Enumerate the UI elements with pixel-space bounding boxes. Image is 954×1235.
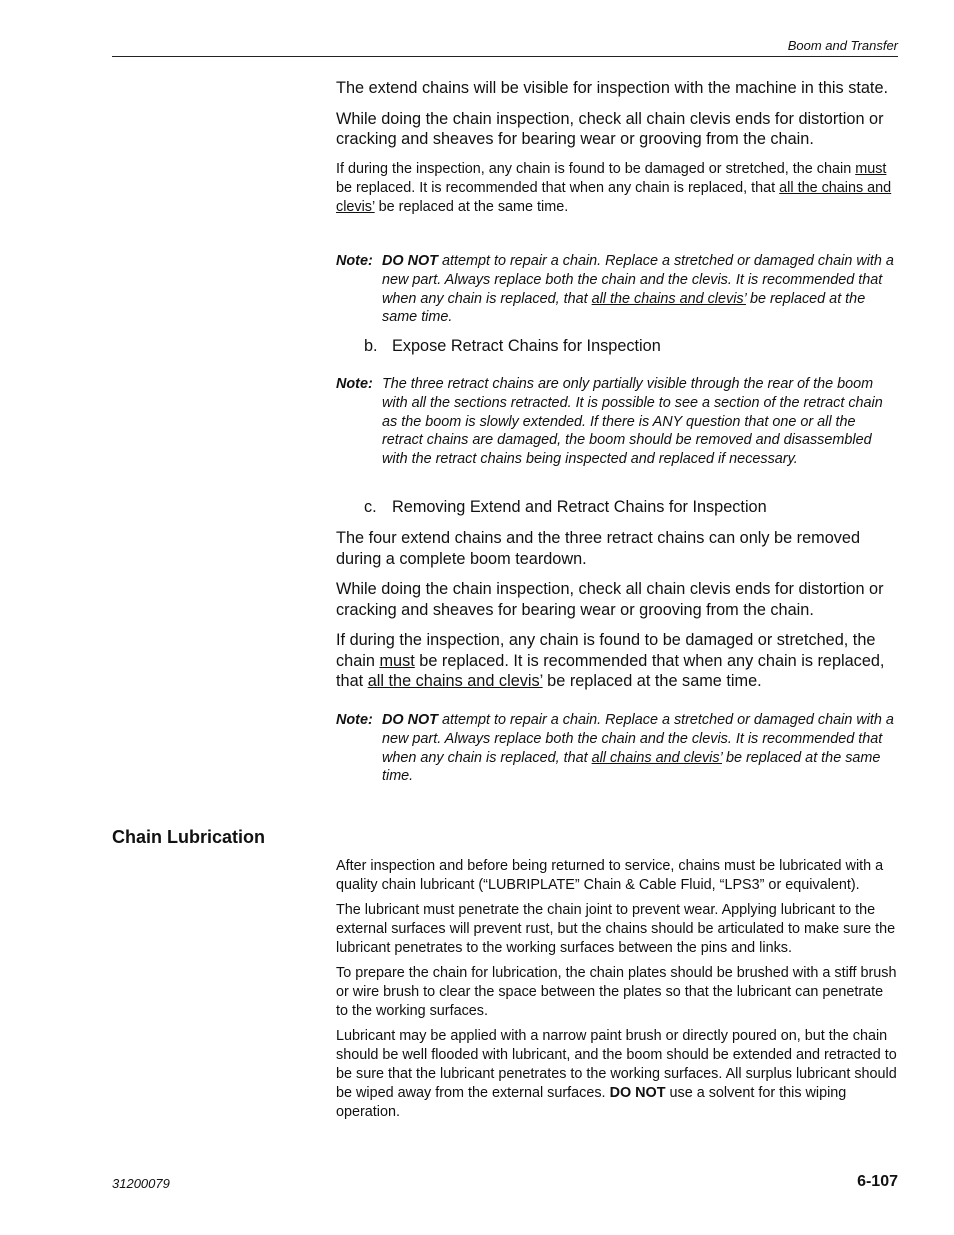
note-label: Note:: [336, 712, 373, 728]
paragraph-replace-chain: If during the inspection, any chain is found to be damaged or stretched, the chain must be replaced. It is recommended that when any chain is replaced, that all the chains and clevis’ be replaced at the same time.: [336, 160, 892, 215]
note-retract-chains: [336, 375, 898, 469]
list-item-text: Expose Retract Chains for Inspection: [392, 337, 661, 355]
list-item-text: Removing Extend and Retract Chains for Inspection: [392, 498, 767, 516]
note-text: The three retract chains are only partially visible through the rear of the boom with all the sections retracted. It is possible to see a section of the retract chain as the boom is slowly extended. If there is ANY question that one or all the retract chains are damaged, the boom should be removed and disassembled with the retract chains being inspected and replaced if necessary.: [382, 376, 883, 468]
section-heading-chain-lubrication: Chain Lubrication: [112, 827, 265, 847]
paragraph-replace-chain-2: If during the inspection, any chain is found to be damaged or stretched, the chain must be replaced. It is recommended that when any chain is replaced, that all the chains and clevis’ be replaced at the same time.: [336, 631, 885, 690]
note-label: Note:: [336, 253, 373, 269]
paragraph-apply-lubricant: Lubricant may be applied with a narrow paint brush or directly poured on, but the chain should be well flooded with lubricant, and the boom should be extended and retracted to be sure that the lubricant penetrates to the working surfaces. All surplus lubricant should be wiped away from the external surfaces. DO NOT use a solvent for this wiping operation.: [336, 1028, 897, 1120]
list-item-b: [336, 336, 898, 356]
middle-content: [336, 528, 898, 702]
note-text: DO NOT attempt to repair a chain. Replace a stretched or damaged chain with a new part. Always replace both the chain and the clevis. It is recommended that when any chain is replaced, that all chains and clevis’ be replaced at the same time.: [382, 712, 894, 785]
paragraph-extend-chains-visible: The extend chains will be visible for inspection with the machine in this state.: [336, 79, 889, 97]
note-do-not-repair-2: [336, 711, 898, 786]
note-text: DO NOT attempt to repair a chain. Replace a stretched or damaged chain with a new part. Always replace both the chain and the clevis. It is recommended that when any chain is replaced, that all the chains and clevis’ be replaced at the same time.: [382, 253, 894, 326]
list-item-c: [336, 497, 898, 517]
list-marker: b.: [364, 337, 378, 355]
note-label: Note:: [336, 376, 373, 392]
list-marker: c.: [364, 498, 377, 516]
paragraph-chain-inspection: While doing the chain inspection, check all chain clevis ends for distortion or cracking and sheaves for bearing wear or grooving from the chain.: [336, 109, 884, 148]
paragraph-lubricant-penetrate: The lubricant must penetrate the chain joint to prevent wear. Applying lubricant to the external surfaces will prevent rust, but the chains should be articulated to make sure the lubricant penetrates to the working surfaces between the pins and links.: [336, 902, 896, 956]
lubrication-content: [336, 857, 898, 1122]
running-header: Boom and Transfer: [787, 38, 898, 53]
header-divider: [112, 56, 898, 57]
paragraph-lubricate-after-inspection: After inspection and before being returned to service, chains must be lubricated with a quality chain lubricant (“LUBRIPLATE” Chain & Cable Fluid, “LPS3” or equivalent).: [336, 858, 884, 893]
page-number: 6-107: [857, 1173, 898, 1190]
paragraph-prepare-chain: To prepare the chain for lubrication, the chain plates should be brushed with a stiff brush or wire brush to clear the space between the plates so that the lubricant can penetrate to the working surfaces.: [336, 965, 897, 1019]
note-do-not-repair-1: [336, 252, 898, 327]
paragraph-teardown: The four extend chains and the three retract chains can only be removed during a complete boom teardown.: [336, 529, 861, 568]
paragraph-chain-inspection-2: While doing the chain inspection, check all chain clevis ends for distortion or cracking and sheaves for bearing wear or grooving from the chain.: [336, 580, 884, 619]
upper-content: [336, 78, 898, 217]
document-number: 31200079: [112, 1176, 170, 1191]
